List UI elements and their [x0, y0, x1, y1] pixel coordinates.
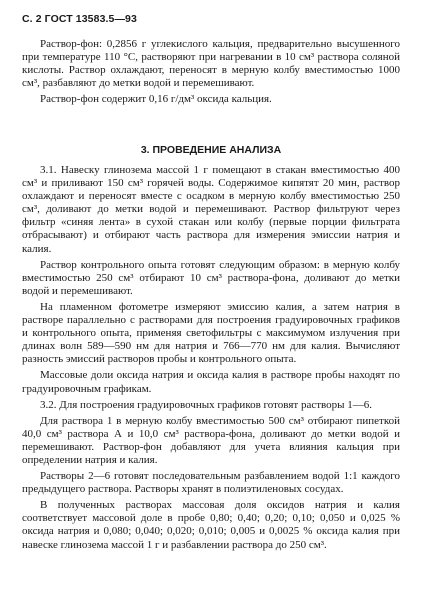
paragraph-3-2: 3.2. Для построения градуировочных графиков готовят растворы 1—6. [40, 398, 373, 411]
intro-block [22, 38, 400, 106]
paragraph-solution-1: Для раствора 1 в мерную колбу вместимостью 500 см³ отбирают пипеткой 40,0 см³ раствора А и 10,0 см³ раствора-фона, доливают до метки водой и перемешивают. Раствор-фон добавляют для учета влияния кальция при определении натрия и калия. [22, 414, 400, 466]
paragraph-solutions-2-6: Растворы 2—6 готовят последовательным разбавлением водой 1:1 каждого предыдущего раствора. Растворы хранят в полиэтиленовых сосудах. [22, 470, 400, 496]
paragraph-photometer: На пламенном фотометре измеряют эмиссию калия, а затем натрия в растворе параллельно с растворами для построения градуировочных графиков и контрольного опыта, применяя светофильтры с максимумом излучения при длинах волн 589—590 нм для натрия и 766—770 нм для калия. Вычисляют разность эмиссий растворов пробы и контрольного опыта. [22, 300, 400, 366]
paragraph-mass-fraction: Массовые доли оксида натрия и оксида калия в растворе пробы находят по градуировочным графикам. [22, 369, 400, 395]
background-solution-paragraph: Раствор-фон: 0,2856 г углекислого кальция, предварительно высушенного при температуре 110 °С, растворяют при нагревании в 10 см³ раствора соляной кислоты. Раствор охлаждают, переносят в мерную колбу вместимостью 1000 см³, разбавляют до метки водой и перемешивают. [22, 38, 400, 90]
background-content-paragraph: Раствор-фон содержит 0,16 г/дм³ оксида кальция. [40, 93, 272, 106]
paragraph-3-1: 3.1. Навеску глинозема массой 1 г помещают в стакан вместимостью 400 см³ и приливают 150 см³ горячей воды. Содержимое кипятят 20 мин, раствор охлаждают и переносят вместе с осадком в мерную колбу вместимостью 250 см³, доливают до метки водой и перемешивают. Раствор фильтруют через фильтр «синяя лента» в сухой стакан или колбу (первые порции фильтрата отбрасывают) и отбирают часть раствора для измерения эмиссии натрия и калия. [22, 164, 400, 255]
paragraph-control: Раствор контрольного опыта готовят следующим образом: в мерную колбу вместимостью 250 см³ отбирают 10 см³ раствора-фона, доливают до метки водой и перемешивают. [22, 258, 400, 297]
paragraph-fractions: В полученных растворах массовая доля оксидов натрия и калия соответствует массовой доле в пробе 0,80; 0,40; 0,20; 0,10; 0,050 и 0,025 % оксида натрия и 0,080; 0,040; 0,020; 0,010; 0,005 и 0,0025 % оксида калия при навеске глинозема массой 1 г и разбавлении раствора до 250 см³. [22, 499, 400, 551]
analysis-block [22, 164, 400, 552]
section-heading: 3. ПРОВЕДЕНИЕ АНАЛИЗА [140, 144, 282, 156]
page-header: С. 2 ГОСТ 13583.5—93 [22, 13, 137, 25]
